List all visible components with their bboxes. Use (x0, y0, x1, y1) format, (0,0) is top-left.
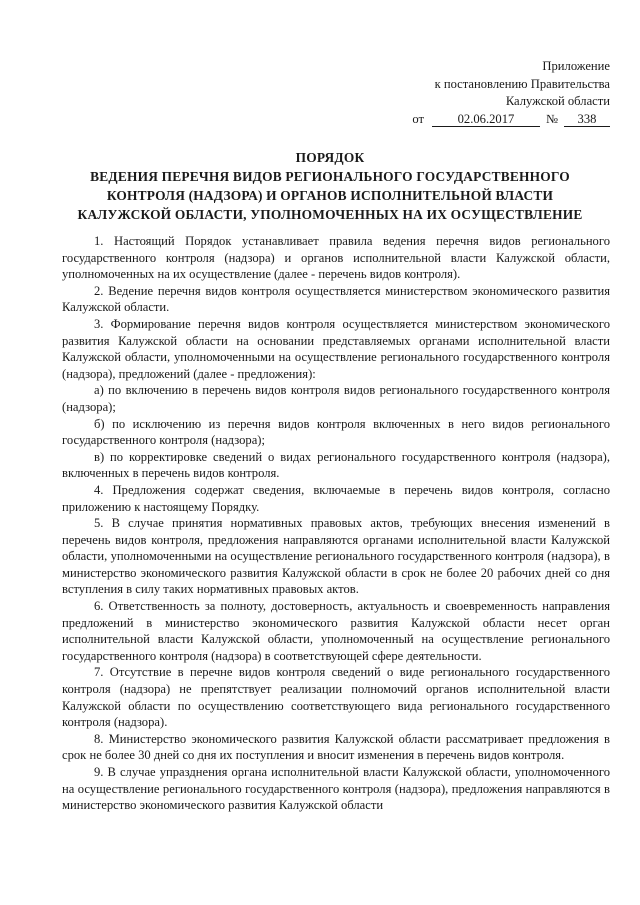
document-body (62, 233, 610, 814)
paragraph-3b: б) по исключению из перечня видов контроля включенных в него видов регионального государственного контроля (надзора); (62, 416, 610, 448)
paragraph-2: 2. Ведение перечня видов контроля осуществляется министерством экономического развития Калужской области. (62, 283, 610, 315)
paragraph-4: 4. Предложения содержат сведения, включаемые в перечень видов контроля, согласно приложению к настоящему Порядку. (62, 482, 610, 514)
appendix-line-1: Приложение (542, 59, 610, 73)
document-title (50, 148, 610, 224)
paragraph-6: 6. Ответственность за полноту, достоверность, актуальность и своевременность направления предложений в министерство экономического развития Калужской области несет орган исполнительной власти Калужской области, уполномоченный на осуществление регионального государственного контроля (надзора) в соответствующей сфере деятельности. (62, 599, 610, 663)
title-line-1: ПОРЯДОК (295, 150, 365, 165)
paragraph-3: 3. Формирование перечня видов контроля осуществляется министерством экономического развития Калужской области на основании представляемых органами исполнительной власти Калужской области, уполномоченными на осуществление регионального государственного контроля (надзора), предложений (далее - предложения): (62, 316, 610, 381)
number-label: № (545, 111, 558, 126)
title-line-4: КАЛУЖСКОЙ ОБЛАСТИ, УПОЛНОМОЧЕННЫХ НА ИХ ОСУЩЕСТВЛЕНИЕ (77, 207, 583, 222)
paragraph-8: 8. Министерство экономического развития Калужской области рассматривает предложения в срок не более 30 дней со дня их поступления и вносит изменения в перечень видов контроля. (62, 731, 610, 763)
paragraph-5: 5. В случае принятия нормативных правовых актов, требующих внесения изменений в перечень видов контроля, предложения направляются органами исполнительной власти Калужской области, уполномоченными на осуществление регионального государственного контроля (надзора), в министерство экономического развития Калужской области в срок не более 20 рабочих дней со дня вступления в силу таких нормативных правовых актов. (62, 516, 610, 597)
decree-number: 338 (564, 112, 610, 127)
appendix-line-2: к постановлению Правительства (434, 76, 610, 91)
appendix-header (412, 58, 610, 128)
paragraph-7: 7. Отсутствие в перечне видов контроля сведений о виде регионального государственного контроля (надзора) не препятствует реализации полномочий органов исполнительной власти Калужской области по осуществлению соответствующего вида регионального государственного контроля (надзора). (62, 665, 610, 730)
paragraph-9: 9. В случае упразднения органа исполнительной власти Калужской области, уполномоченного на осуществление регионального государственного контроля (надзора), предложения направляются в министерство экономического развития Калужской области (62, 765, 610, 813)
paragraph-1: 1. Настоящий Порядок устанавливает правила ведения перечня видов регионального государственного контроля (надзора) и органов исполнительной власти Калужской области, уполномоченных на их осуществление (далее - перечень видов контроля). (62, 234, 610, 282)
title-line-3: КОНТРОЛЯ (НАДЗОРА) И ОРГАНОВ ИСПОЛНИТЕЛЬНОЙ ВЛАСТИ (106, 188, 554, 203)
paragraph-3a: а) по включению в перечень видов контроля видов регионального государственного контроля (надзора); (62, 383, 610, 414)
paragraph-3c: в) по корректировке сведений о видах регионального государственного контроля (надзора), включенных в перечень видов контроля. (62, 449, 610, 481)
appendix-line-3: Калужской области (505, 94, 610, 108)
appendix-dateline (412, 111, 610, 129)
decree-date: 02.06.2017 (432, 112, 540, 127)
from-label: от (412, 111, 424, 126)
title-line-2: ВЕДЕНИЯ ПЕРЕЧНЯ ВИДОВ РЕГИОНАЛЬНОГО ГОСУДАРСТВЕННОГО (90, 169, 570, 184)
